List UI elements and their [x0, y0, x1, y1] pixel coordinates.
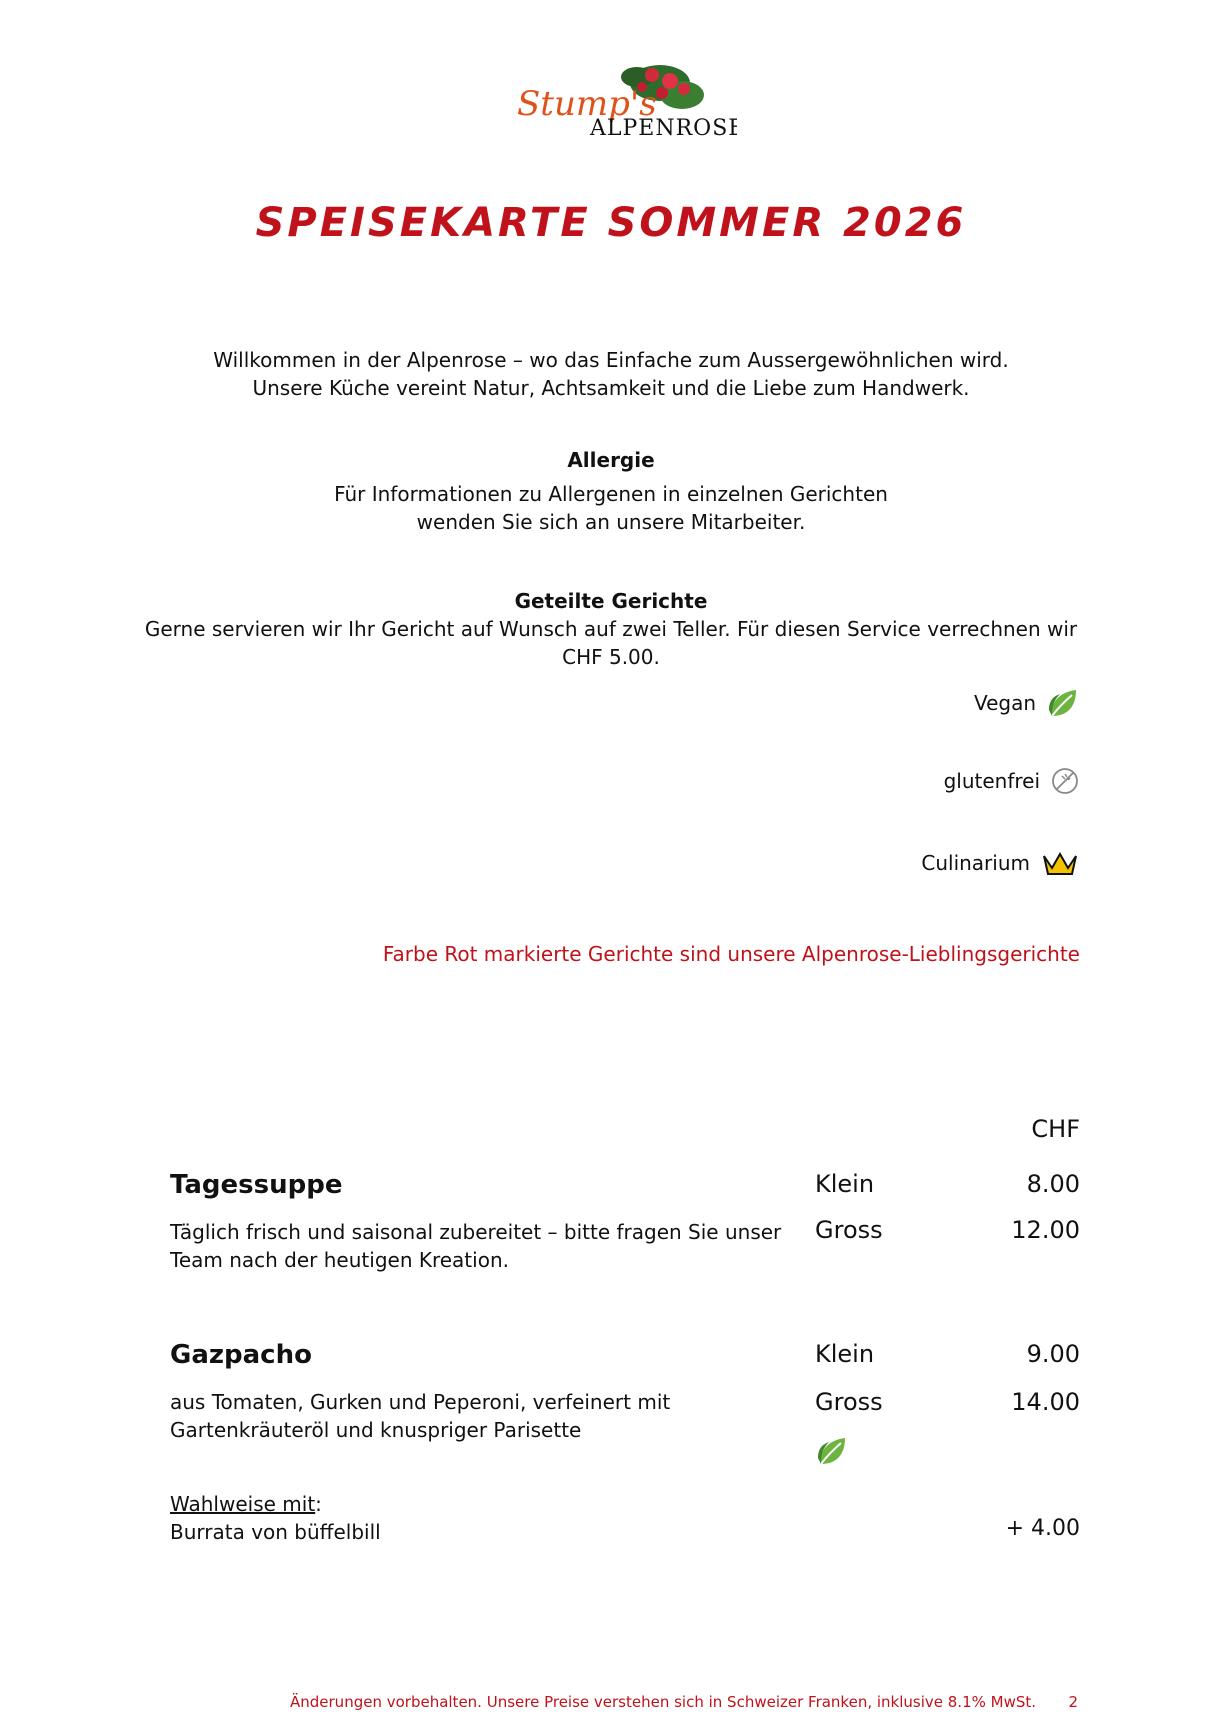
size-label: Gross	[815, 1216, 883, 1244]
legend-glutenfrei-label: glutenfrei	[943, 769, 1040, 793]
dish-name-tagessuppe: Tagessuppe	[170, 1170, 343, 1200]
allergie-line-2: wenden Sie sich an unsere Mitarbeiter.	[416, 510, 806, 534]
page-title: SPEISEKARTE SOMMER 2026	[255, 200, 967, 246]
option-label-text: Wahlweise mit	[170, 1492, 316, 1516]
legend-vegan-label: Vegan	[973, 691, 1036, 715]
option-price: + 4.00	[1005, 1516, 1080, 1541]
allergie-section	[0, 446, 1222, 536]
svg-text:Stump's: Stump's	[517, 84, 657, 124]
allergie-heading: Allergie	[567, 448, 655, 472]
legend-glutenfrei	[944, 766, 1080, 796]
size-label: Gross	[815, 1388, 883, 1416]
option-block	[170, 1490, 790, 1546]
vegan-leaf-icon	[815, 1434, 849, 1472]
favorites-note: Farbe Rot markierte Gerichte sind unsere Alpenrose-Lieblingsgerichte	[382, 942, 1080, 966]
option-item: Burrata von büffelbill	[170, 1520, 381, 1544]
dish-desc-gazpacho	[170, 1388, 790, 1444]
glutenfree-icon	[1050, 766, 1080, 796]
dish-desc-line: Gartenkräuteröl und knuspriger Parisette	[170, 1418, 582, 1442]
intro-text	[0, 346, 1222, 402]
intro-line-1: Willkommen in der Alpenrose – wo das Einfache zum Aussergewöhnlichen wird.	[213, 348, 1009, 372]
price: 12.00	[1011, 1216, 1080, 1244]
alpenrose-logo	[512, 55, 737, 145]
crown-icon	[1040, 848, 1080, 878]
vegan-leaf-icon	[1046, 686, 1080, 720]
geteilt-line-2: CHF 5.00.	[562, 645, 660, 669]
price: 9.00	[1026, 1340, 1080, 1368]
geteilt-heading: Geteilte Gerichte	[514, 589, 708, 613]
price: 8.00	[1026, 1170, 1080, 1198]
price: 14.00	[1011, 1388, 1080, 1416]
dish-desc-line: Täglich frisch und saisonal zubereitet – bitte fragen Sie unser	[170, 1220, 782, 1244]
legend-vegan	[974, 686, 1080, 720]
page-number: 2	[1068, 1693, 1078, 1711]
option-colon: :	[315, 1492, 322, 1516]
size-label: Klein	[815, 1170, 875, 1198]
allergie-line-1: Für Informationen zu Allergenen in einzelnen Gerichten	[334, 482, 888, 506]
option-label	[170, 1490, 790, 1518]
footer-note: Änderungen vorbehalten. Unsere Preise verstehen sich in Schweizer Franken, inklusive 8.1% MwSt.	[290, 1693, 1037, 1711]
intro-line-2: Unsere Küche vereint Natur, Achtsamkeit und die Liebe zum Handwerk.	[252, 376, 970, 400]
legend-culinarium	[921, 848, 1080, 878]
dish-desc-line: aus Tomaten, Gurken und Peperoni, verfeinert mit	[170, 1390, 671, 1414]
dish-desc-line: Team nach der heutigen Kreation.	[170, 1248, 509, 1272]
dish-desc-tagessuppe	[170, 1218, 790, 1274]
size-label: Klein	[815, 1340, 875, 1368]
currency-header: CHF	[1031, 1115, 1080, 1143]
legend-culinarium-label: Culinarium	[921, 851, 1030, 875]
dish-name-gazpacho: Gazpacho	[170, 1340, 312, 1370]
geteilt-line-1: Gerne servieren wir Ihr Gericht auf Wunsch auf zwei Teller. Für diesen Service verrechnen wir	[144, 617, 1078, 641]
geteilt-section	[0, 587, 1222, 671]
svg-text:ALPENROSE: ALPENROSE	[590, 116, 737, 141]
